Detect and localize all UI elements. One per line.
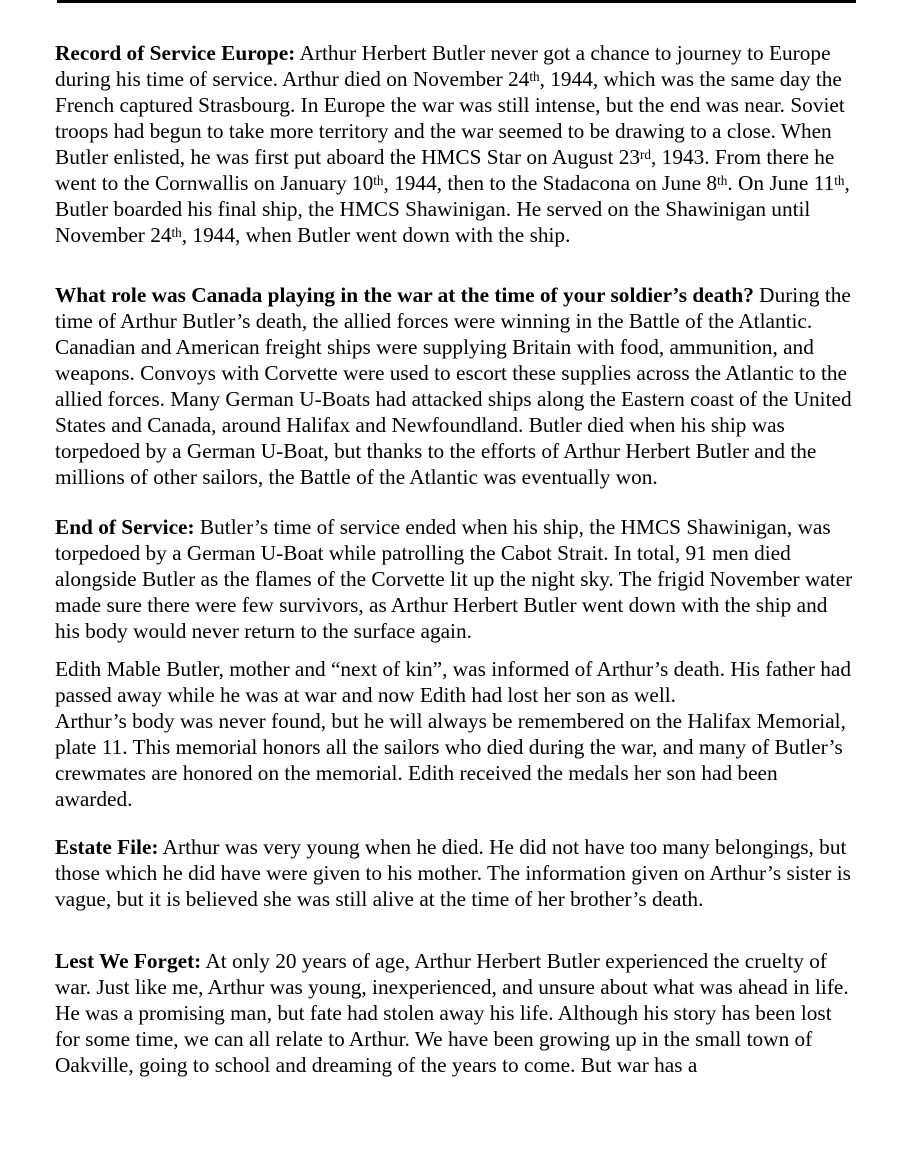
superscript-ordinal: th [171,224,182,240]
superscript-ordinal: th [834,172,845,188]
paragraph-record-of-service-europe [55,40,857,248]
paragraph-lead-in: Estate File: [55,835,159,859]
paragraph-role-of-canada [55,282,857,490]
paragraph-estate-file [55,834,857,912]
paragraph-text: , 1944, when Butler went down with the ship. [181,223,571,247]
superscript-ordinal: th [717,172,728,188]
paragraph-text: At only 20 years of age, Arthur Herbert Butler experienced the cruelty of war. Just like me, Arthur was young, inexperienced, and unsure about what was ahead in life. He was a promising man, but fate had stolen away his life. Although his story has been lost for some time, we can all relate to Arthur. We have been growing up in the small town of Oakville, going to school and dreaming of the years to come. But war has a [55,949,849,1077]
paragraph-lead-in: Record of Service Europe: [55,41,296,65]
paragraph-text: During the time of Arthur Butler’s death, the allied forces were winning in the Battle of the Atlantic. Canadian and American freight ships were supplying Britain with food, ammunition, and weapons. Convoys with Corvette were used to escort these supplies across the Atlantic to the allied forces. Many German U-Boats had attacked ships along the Eastern coast of the United States and Canada, around Halifax and Newfoundland. Butler died when his ship was torpedoed by a German U-Boat, but thanks to the efforts of Arthur Herbert Butler and the millions of other sailors, the Battle of the Atlantic was eventually won. [55,283,852,489]
paragraph-lead-in: Lest We Forget: [55,949,202,973]
paragraph-text: Arthur Herbert Butler never got a chance to journey to Europe during his time of service. Arthur died on November 24 [55,41,831,91]
paragraph-text: , 1943. From there he went to the Cornwallis on January 10 [55,145,835,195]
paragraph-text: Arthur’s body was never found, but he will always be remembered on the Halifax Memorial, plate 11. This memorial honors all the sailors who died during the war, and many of Butler’s crewmates are honored on the memorial. Edith received the medals her son had been awarded. [55,709,846,811]
paragraph-text: Edith Mable Butler, mother and “next of kin”, was informed of Arthur’s death. His father had passed away while he was at war and now Edith had lost her son as well. [55,657,851,707]
paragraph-text: Butler’s time of service ended when his ship, the HMCS Shawinigan, was torpedoed by a German U-Boat while patrolling the Cabot Strait. In total, 91 men died alongside Butler as the flames of the Corvette lit up the night sky. The frigid November water made sure there were few survivors, as Arthur Herbert Butler went down with the ship and his body would never return to the surface again. [55,515,853,643]
superscript-ordinal: rd [640,146,652,162]
paragraph-text: Arthur was very young when he died. He did not have too many belongings, but those which he did have were given to his mother. The information given on Arthur’s sister is vague, but it is believed she was still alive at the time of her brother’s death. [55,835,851,911]
superscript-ordinal: th [373,172,384,188]
paragraph-text: , 1944, which was the same day the French captured Strasbourg. In Europe the war was still intense, but the end was near. Soviet troops had begun to take more territory and the war seemed to be drawing to a close. When Butler enlisted, he was first put aboard the HMCS Star on August 23 [55,67,845,169]
document-page [55,40,857,1078]
paragraph-end-of-service [55,514,857,644]
paragraph-text: , Butler boarded his final ship, the HMCS Shawinigan. He served on the Shawinigan until November 24 [55,171,850,247]
paragraph-edith-mable-butler [55,656,857,812]
superscript-ordinal: th [529,68,540,84]
paragraph-lead-in: What role was Canada playing in the war at the time of your soldier’s death? [55,283,754,307]
paragraph-lead-in: End of Service: [55,515,195,539]
paragraph-text: . On June 11 [727,171,835,195]
paragraph-text: , 1944, then to the Stadacona on June 8 [383,171,718,195]
table-border-rule [57,0,856,3]
paragraph-lest-we-forget [55,948,857,1078]
